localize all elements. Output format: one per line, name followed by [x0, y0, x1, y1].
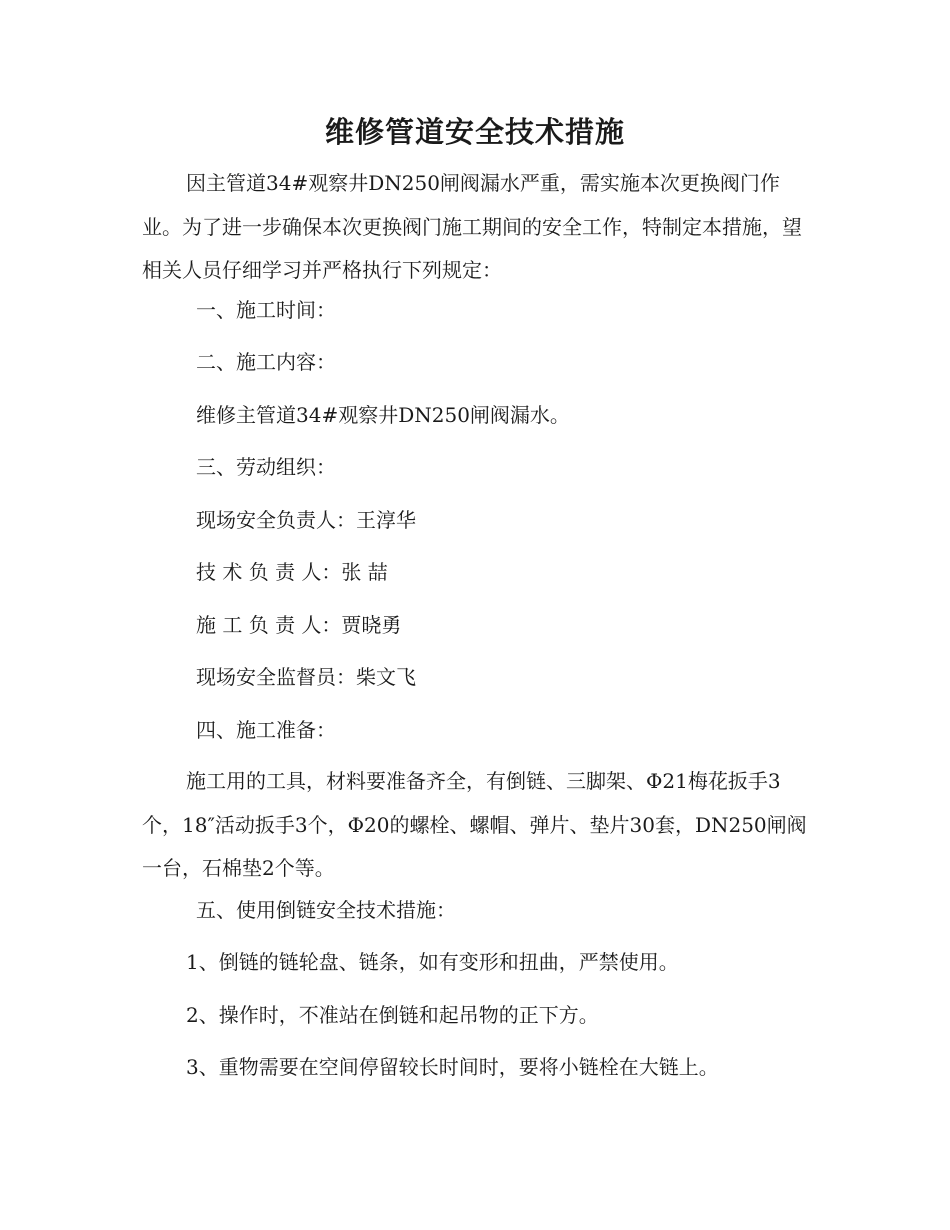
staff-construction-leader: 施 工 负 责 人：贾晓勇: [196, 613, 402, 637]
document-title: 维修管道安全技术措施: [324, 115, 625, 149]
rule-item-1: 1、倒链的链轮盘、链条，如有变形和扭曲，严禁使用。: [186, 950, 679, 974]
section-heading-preparation: 四、施工准备：: [196, 718, 336, 742]
section-heading-content: 二、施工内容：: [196, 350, 336, 374]
rule-item-2: 2、操作时，不准站在倒链和起吊物的正下方。: [186, 1003, 599, 1027]
staff-safety-leader: 现场安全负责人：王淳华: [196, 508, 416, 532]
staff-technical-leader: 技 术 负 责 人：张 喆: [196, 560, 388, 584]
staff-safety-supervisor: 现场安全监督员：柴文飞: [196, 665, 416, 689]
section-heading-time: 一、施工时间：: [196, 298, 336, 322]
rule-item-3: 3、重物需要在空间停留较长时间时，要将小链栓在大链上。: [186, 1055, 719, 1079]
section-content-body: 维修主管道34#观察井DN250闸阀漏水。: [196, 403, 570, 427]
section-heading-hoist-safety: 五、使用倒链安全技术措施：: [196, 898, 456, 922]
preparation-paragraph: 施工用的工具，材料要准备齐全，有倒链、三脚架、Φ21梅花扳手3个，18″活动扳手3个，Φ20的螺栓、螺帽、弹片、垫片30套，DN250闸阀一台，石棉垫2个等。: [142, 769, 807, 880]
intro-paragraph: 因主管道34#观察井DN250闸阀漏水严重，需实施本次更换阀门作业。为了进一步确保本次更换阀门施工期间的安全工作，特制定本措施，望相关人员仔细学习并严格执行下列规定：: [142, 171, 802, 282]
section-heading-labor: 三、劳动组织：: [196, 455, 336, 479]
